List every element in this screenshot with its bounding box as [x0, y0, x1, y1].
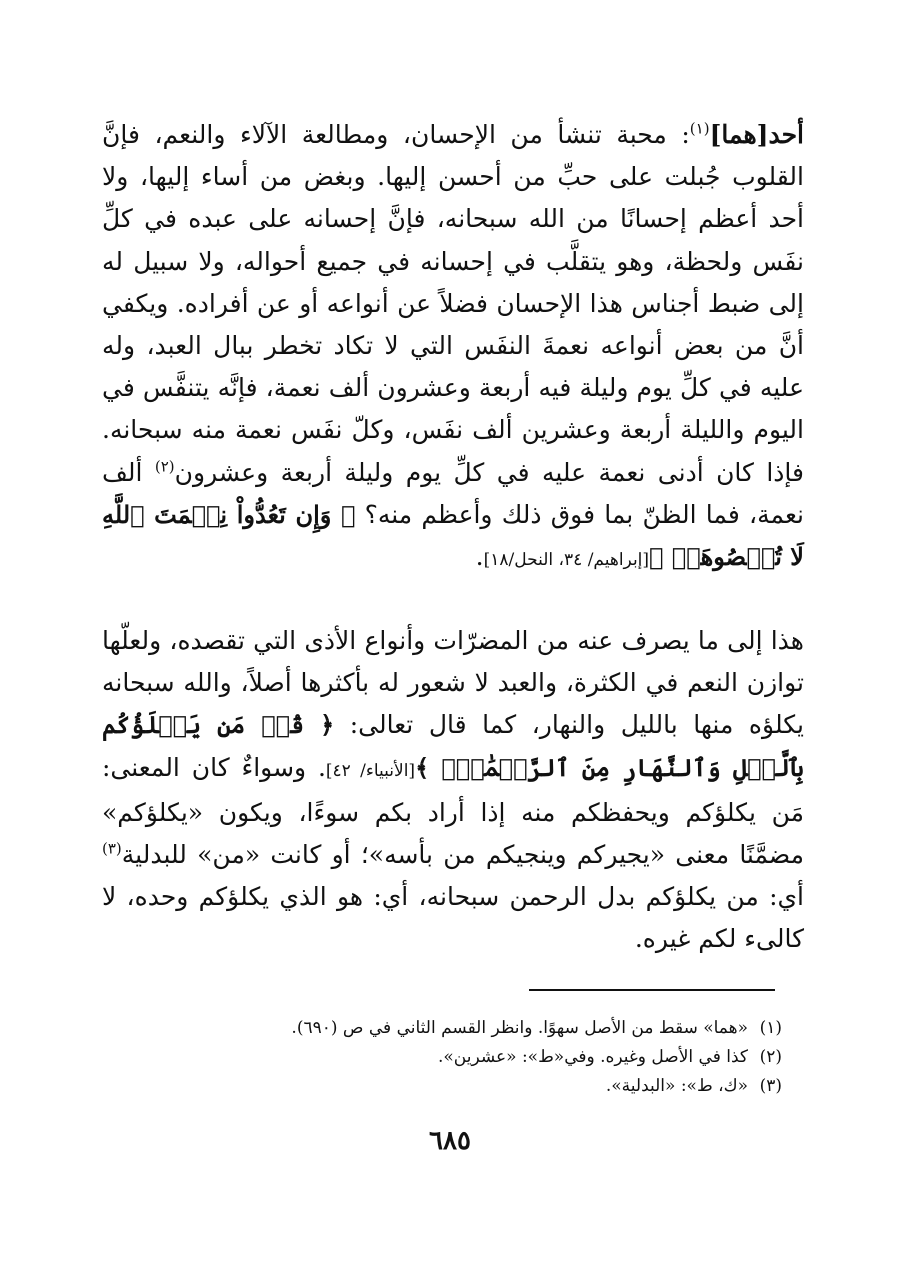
footnote-divider	[529, 989, 775, 991]
paragraph-second	[102, 620, 804, 961]
paragraph-text: هذا إلى ما يصرف عنه من المضرّات وأنواع الأذى التي تقصده، ولعلّها توازن النعم في الكثرة، والعبد لا شعور له بأكثرها أصلاً، والله سبحانه يكلؤه منها بالليل والنهار، كما قال تعالى:	[102, 626, 804, 740]
footnote-item	[102, 1043, 782, 1072]
page-number: ٦٨٥	[429, 1126, 471, 1156]
footnote-ref-1[interactable]: (١)	[689, 119, 710, 138]
verse-citation: [الأنبياء/ ٤٢]	[325, 760, 416, 781]
footnote-item	[102, 1072, 782, 1101]
paragraph-text: ألف نعمة، فما الظنّ بما فوق ذلك وأعظم منه؟	[102, 457, 804, 529]
footnote-text: كذا في الأصل وغيره. وفي«ط»: «عشرين».	[437, 1047, 748, 1067]
verse-citation: [إبراهيم/ ٣٤، النحل/١٨]	[483, 550, 650, 571]
paragraph-lead-word: أحد[هما]	[709, 120, 804, 149]
footnote-item	[102, 1014, 782, 1043]
footnote-number: (٢)	[759, 1047, 782, 1067]
paragraph-text: . وسواءٌ كان المعنى: مَن يكلؤكم ويحفظكم منه إذا أراد بكم سوءًا، ويكون «يكلؤكم» مضمَّنًا معنى «يجيركم وينجيكم من بأسه»؛ أو كانت «من» للبدلية	[102, 752, 804, 870]
paragraph-end: .	[475, 542, 484, 572]
footnote-number: (١)	[759, 1018, 782, 1038]
paragraph-text: : محبة تنشأ من الإحسان، ومطالعة الآلاء والنعم، فإنَّ القلوب جُبلت على حبِّ من أحسن إليها. وبغض من أساء إليها، ولا أحد أعظم إحسانًا من الله سبحانه، فإنَّ إحسانه على عبده في كلِّ نفَس ولحظة، وهو يتقلَّب في إحسانه في جميع أحواله، ولا سبيل له إلى ضبط أجناس هذا الإحسان فضلاً عن أنواعه أو عن أفراده. ويكفي أنَّ من بعض أنواعه نعمةَ النفَس التي لا تكاد تخطر ببال العبد، وله عليه في كلِّ يوم وليلة فيه أربعة وعشرون ألف نعمة، فإنَّه يتنفَّس في اليوم والليلة أربعة وعشرين ألف نفَس، وكلّ نفَس نعمة منه سبحانه. فإذا كان أدنى نعمة عليه في كلِّ يوم وليلة أربعة وعشرون	[102, 120, 805, 487]
quran-verse: ﴿ وَإِن تَعُدُّواْ نِعۡمَتَ ٱللَّهِ لَا تُحۡصُوهَآۗ ﴾	[102, 499, 804, 572]
paragraph-first	[102, 114, 804, 581]
footnote-number: (٣)	[759, 1076, 782, 1096]
footnote-ref-3[interactable]: (٣)	[102, 839, 122, 858]
quran-verse: ﴿ قُلۡ مَن يَكۡلَؤُكُم بِٱلَّيۡلِ وَٱلنَّهَارِ مِنَ ٱلرَّحۡمَٰنِۗ ﴾	[102, 710, 804, 782]
footnote-text: «ك، ط»: «البدلية».	[605, 1076, 748, 1096]
footnote-text: «هما» سقط من الأصل سهوًا. وانظر القسم الثاني في ص (٦٩٠).	[291, 1018, 748, 1038]
footnote-ref-2[interactable]: (٢)	[154, 457, 175, 476]
footnotes	[102, 1014, 782, 1101]
paragraph-text: أي: من يكلؤكم بدل الرحمن سبحانه، أي: هو الذي يكلؤكم وحده، لا كالىء لكم غيره.	[102, 882, 804, 954]
